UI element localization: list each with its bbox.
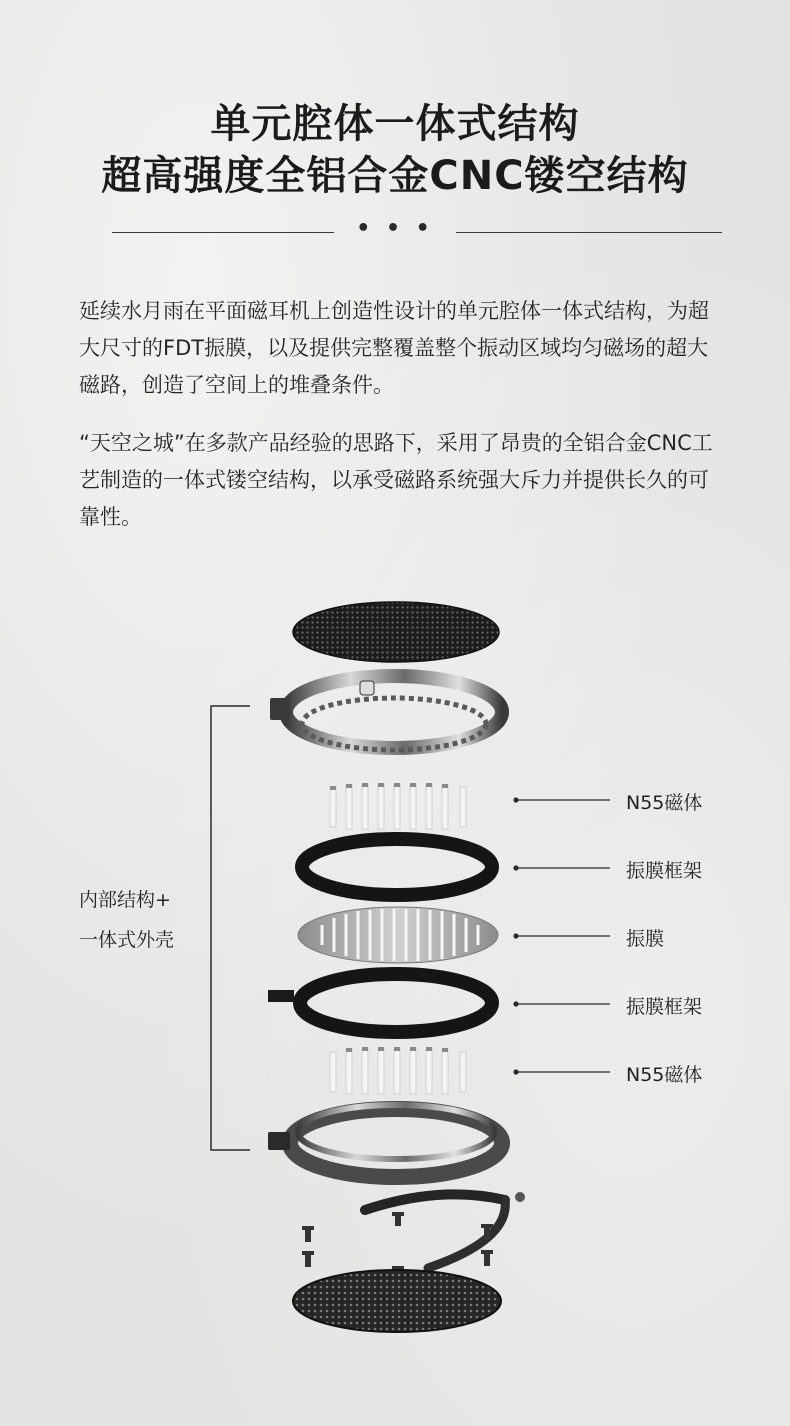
page-title-line2: 超高强度全铝合金CNC镂空结构 bbox=[101, 153, 689, 199]
top-mesh-grille bbox=[293, 602, 499, 662]
diaphragm-frame-lower bbox=[268, 974, 492, 1032]
upper-housing-ring bbox=[270, 676, 502, 750]
divider-right-line bbox=[456, 232, 722, 233]
intro-paragraph: 延续水月雨在平面磁耳机上创造性设计的单元腔体一体式结构，为超大尺寸的FDT振膜，以及提供完整覆盖整个振动区域均匀磁场的超大磁路，创造了空间上的堆叠条件。 bbox=[79, 299, 709, 397]
n55-magnet-array-lower bbox=[330, 1047, 466, 1094]
divider-dots: • • • bbox=[356, 216, 434, 241]
bottom-mesh-grille bbox=[293, 1270, 501, 1332]
side-label-line2: 一体式外壳 bbox=[79, 929, 175, 951]
side-label-line1: 内部结构+ bbox=[79, 889, 171, 911]
label-diaphragm: 振膜 bbox=[626, 928, 665, 950]
diaphragm bbox=[298, 907, 498, 963]
mount-bracket bbox=[365, 1192, 525, 1268]
lower-housing-ring bbox=[268, 1105, 502, 1177]
detail-paragraph: “天空之城”在多款产品经验的思路下，采用了昂贵的全铝合金CNC工艺制造的一体式镂空结构，以承受磁路系统强大斥力并提供长久的可靠性。 bbox=[79, 431, 713, 529]
structure-bracket bbox=[211, 706, 250, 1150]
callout-lines bbox=[514, 798, 610, 1074]
diaphragm-frame-upper bbox=[302, 839, 492, 895]
internal-structure-label bbox=[79, 880, 174, 960]
page-title-line1: 单元腔体一体式结构 bbox=[210, 101, 580, 147]
label-n55-magnet-upper: N55磁体 bbox=[626, 792, 703, 814]
label-n55-magnet-lower: N55磁体 bbox=[626, 1064, 703, 1086]
label-diaphragm-frame-upper: 振膜框架 bbox=[626, 860, 703, 882]
n55-magnet-array-upper bbox=[330, 783, 466, 829]
label-diaphragm-frame-lower: 振膜框架 bbox=[626, 996, 703, 1018]
divider-left-line bbox=[112, 232, 334, 233]
